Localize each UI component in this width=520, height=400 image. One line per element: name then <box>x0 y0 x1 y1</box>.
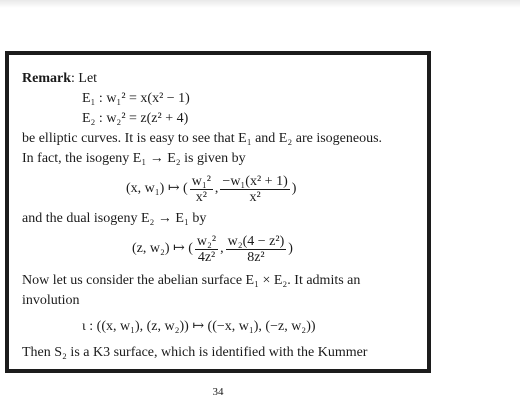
dual-lhs: (z, w₂) ↦ ( <box>132 241 193 256</box>
equation-e1: E₁ : w₁² = x(x² − 1) <box>82 91 190 106</box>
remark-box <box>5 51 431 373</box>
isogeny-numerator-2: −w₁(x² + 1) <box>222 173 288 189</box>
dual-numerator-1: w₂² <box>196 233 217 249</box>
dual-denominator-2: 8z² <box>247 249 265 265</box>
scan-edge <box>0 0 520 8</box>
comma-separator: , <box>220 241 224 256</box>
text-k3: Then S₂ is a K3 surface, which is identified with the Kummer <box>22 345 368 360</box>
page-number: 34 <box>212 386 224 398</box>
equation-e2: E₂ : w₂² = z(z² + 4) <box>82 111 189 126</box>
isogeny-numerator-1: w₁² <box>191 173 211 189</box>
isogeny-fraction-2 <box>220 174 289 205</box>
remark-heading: Remark <box>22 71 71 86</box>
remark-intro-line <box>22 69 413 89</box>
text-elliptic: be elliptic curves. It is easy to see that E₁ and E₂ are isogeneous. <box>22 131 383 146</box>
involution-formula: ι : ((x, w₁), (z, w₂)) ↦ ((−x, w₁), (−z, w₂)) <box>82 319 316 334</box>
closing-paren: ) <box>288 241 293 256</box>
text-dual: and the dual isogeny E₂ → E₁ by <box>22 211 207 226</box>
comma-separator: , <box>214 181 219 196</box>
text-isogeny: In fact, the isogeny E₁ → E₂ is given by <box>22 151 246 166</box>
isogeny-fraction-1 <box>190 174 213 205</box>
text-involution-word: involution <box>22 293 80 308</box>
dual-fraction-1 <box>195 234 218 265</box>
isogeny-formula <box>22 169 413 209</box>
isogeny-denominator-2: x² <box>249 189 261 205</box>
isogeny-lhs: (x, w₁) ↦ ( <box>126 181 188 196</box>
dual-fraction-2 <box>226 234 287 265</box>
dual-numerator-2: w₂(4 − z²) <box>227 233 285 249</box>
remark-intro: : Let <box>71 71 98 86</box>
dual-denominator-1: 4z² <box>197 249 216 265</box>
isogeny-denominator-1: x² <box>195 189 207 205</box>
dual-isogeny-formula <box>22 229 413 269</box>
closing-paren: ) <box>291 181 297 196</box>
text-surface: Now let us consider the abelian surface E₁ × E₂. It admits an <box>22 273 361 288</box>
